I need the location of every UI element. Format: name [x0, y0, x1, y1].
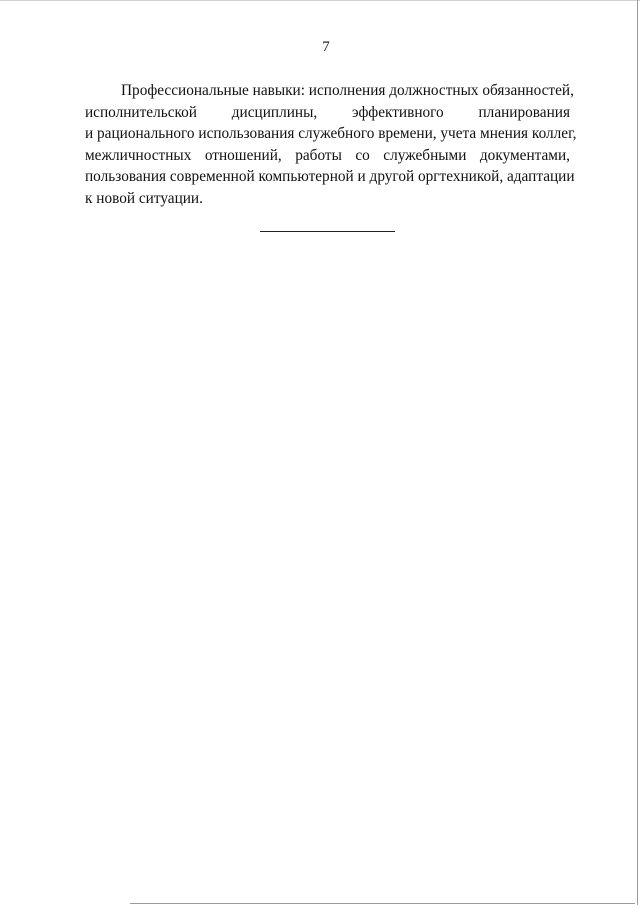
- scan-edge-bottom: [130, 903, 635, 904]
- professional-skills-paragraph: [85, 80, 577, 210]
- scan-edge-right: [637, 0, 638, 905]
- paragraph-line: пользования современной компьютерной и другой оргтехникой, адаптации: [85, 168, 575, 186]
- paragraph-line: и рационального использования служебного времени, учета мнения коллег,: [85, 125, 577, 143]
- paragraph-line: к новой ситуации.: [85, 189, 203, 207]
- closing-horizontal-rule: [260, 231, 395, 232]
- paragraph-line: межличностных отношений, работы со служебными документами,: [85, 146, 570, 164]
- scan-edge-top: [0, 0, 640, 1]
- paragraph-line: исполнительской дисциплины, эффективного планирования: [85, 103, 570, 121]
- paragraph-line: Профессиональные навыки: исполнения должностных обязанностей,: [121, 82, 574, 99]
- page-number: 7: [322, 39, 330, 55]
